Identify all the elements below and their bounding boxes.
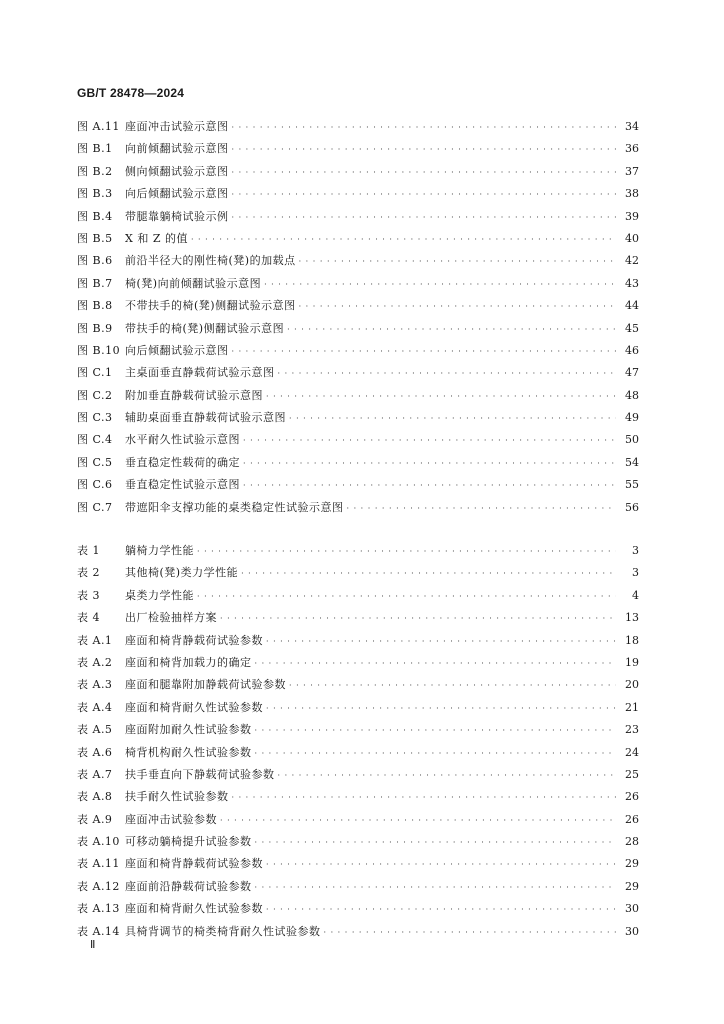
figure-entry[interactable] (77, 474, 639, 496)
table-entry[interactable] (77, 786, 639, 808)
entry-title: 侧向倾翻试验示意图 (125, 164, 229, 178)
entry-title: 座面和椅背静载荷试验参数 (125, 633, 263, 647)
dot-leader (324, 922, 617, 944)
entry-title: 座面和腿靠附加静载荷试验参数 (125, 678, 286, 692)
entry-label: 表 A.9 (77, 812, 113, 826)
dot-leader (232, 341, 617, 363)
dot-leader (243, 453, 616, 475)
dot-leader (232, 787, 617, 809)
entry-page: 46 (625, 343, 639, 357)
entry-title: 扶手垂直向下静载荷试验参数 (125, 767, 275, 781)
table-entry[interactable] (77, 674, 639, 696)
entry-label: 图 C.4 (77, 433, 113, 447)
entry-label: 图 B.10 (77, 343, 121, 357)
entry-label: 表 A.14 (77, 924, 120, 938)
entry-page: 29 (625, 879, 639, 893)
entry-page: 54 (625, 455, 639, 469)
table-entry[interactable] (77, 764, 639, 786)
entry-label: 图 C.7 (77, 500, 113, 514)
dot-leader (289, 408, 616, 430)
entry-label: 表 A.7 (77, 767, 113, 781)
entry-page: 30 (625, 902, 639, 916)
figure-entry[interactable] (77, 273, 639, 295)
figure-entry[interactable] (77, 497, 639, 519)
entry-page: 28 (625, 835, 639, 849)
entry-title: 可移动躺椅提升试验参数 (125, 835, 252, 849)
entry-title: 座面冲击试验示意图 (125, 120, 229, 133)
entry-page: 4 (632, 588, 639, 602)
entry-title: 座面和椅背加载力的确定 (125, 655, 252, 669)
entry-label: 图 B.5 (77, 231, 113, 245)
entry-label: 图 B.3 (77, 187, 113, 201)
entry-label: 表 A.5 (77, 723, 113, 737)
dot-leader (347, 498, 617, 520)
entry-label: 图 B.8 (77, 299, 113, 313)
dot-leader (243, 430, 616, 452)
figure-entry[interactable] (77, 295, 639, 317)
entry-title: 椅(凳)向前倾翻试验示意图 (125, 276, 262, 290)
figure-entry[interactable] (77, 407, 639, 429)
dot-leader (255, 743, 617, 765)
entry-label: 图 B.6 (77, 254, 113, 268)
entry-page: 20 (625, 678, 639, 692)
table-entry[interactable] (77, 719, 639, 741)
entry-page: 49 (625, 411, 639, 425)
table-entry[interactable] (77, 540, 639, 562)
entry-title: 其他椅(凳)类力学性能 (125, 566, 239, 580)
table-entry[interactable] (77, 876, 639, 898)
dot-leader (266, 899, 616, 921)
figure-entry[interactable] (77, 250, 639, 272)
entry-label: 表 A.4 (77, 700, 113, 714)
entry-label: 表 A.3 (77, 678, 113, 692)
table-entry[interactable] (77, 831, 639, 853)
entry-page: 21 (625, 700, 639, 714)
entry-label: 表 2 (77, 566, 100, 580)
figure-entry[interactable] (77, 228, 639, 250)
dot-leader (197, 541, 616, 563)
dot-leader (241, 563, 616, 585)
page-folio: Ⅱ (90, 939, 96, 951)
dot-leader (191, 229, 616, 251)
figure-entry[interactable] (77, 161, 639, 183)
entry-label: 图 C.3 (77, 411, 113, 425)
entry-page: 3 (632, 544, 639, 557)
table-entry[interactable] (77, 853, 639, 875)
entry-label: 表 4 (77, 611, 100, 625)
entry-page: 47 (625, 366, 639, 380)
entry-title: 座面附加耐久性试验参数 (125, 723, 252, 737)
entry-title: 垂直稳定性试验示意图 (125, 478, 240, 492)
entry-label: 图 B.9 (77, 321, 113, 335)
entry-title: 垂直稳定性载荷的确定 (125, 455, 240, 469)
entry-title: 前沿半径大的刚性椅(凳)的加载点 (125, 254, 296, 268)
entry-title: 躺椅力学性能 (125, 544, 194, 557)
entry-label: 表 A.11 (77, 857, 120, 871)
entry-page: 26 (625, 812, 639, 826)
entry-label: 表 A.6 (77, 745, 113, 759)
entry-page: 48 (625, 388, 639, 402)
entry-page: 44 (625, 299, 639, 313)
table-entry[interactable] (77, 742, 639, 764)
dot-leader (266, 854, 616, 876)
standard-id: GB/T 28478—2024 (77, 86, 185, 100)
entry-title: 不带扶手的椅(凳)侧翻试验示意图 (125, 299, 296, 313)
entry-page: 38 (625, 187, 639, 201)
dot-leader (232, 162, 617, 184)
entry-label: 表 A.10 (77, 835, 120, 849)
dot-leader (266, 631, 616, 653)
table-entry[interactable] (77, 921, 639, 943)
dot-leader (299, 296, 616, 318)
table-entry[interactable] (77, 630, 639, 652)
entry-title: 座面和椅背耐久性试验参数 (125, 700, 263, 714)
entry-page: 25 (625, 767, 639, 781)
figure-entry[interactable] (77, 138, 639, 160)
dot-leader (232, 117, 617, 139)
entry-title: 扶手耐久性试验参数 (125, 790, 229, 804)
entry-label: 表 1 (77, 544, 100, 557)
entry-title: 椅背机构耐久性试验参数 (125, 745, 252, 759)
entry-label: 表 A.8 (77, 790, 113, 804)
entry-page: 37 (625, 164, 639, 178)
dot-leader (278, 363, 617, 385)
entry-title: 桌类力学性能 (125, 588, 194, 602)
entry-title: 向后倾翻试验示意图 (125, 187, 229, 201)
entry-label: 图 C.5 (77, 455, 113, 469)
entry-label: 图 B.7 (77, 276, 113, 290)
figure-entry[interactable] (77, 318, 639, 340)
figure-entry[interactable] (77, 362, 639, 384)
table-entry[interactable] (77, 562, 639, 584)
dot-leader (255, 720, 617, 742)
entry-title: 主桌面垂直静载荷试验示意图 (125, 366, 275, 380)
entry-title: 带腿靠躺椅试验示例 (125, 209, 229, 223)
figure-entry[interactable] (77, 116, 639, 138)
dot-leader (255, 877, 617, 899)
entry-page: 42 (625, 254, 639, 268)
entry-page: 19 (625, 655, 639, 669)
entry-title: 具椅背调节的椅类椅背耐久性试验参数 (125, 924, 321, 938)
entry-label: 表 A.2 (77, 655, 113, 669)
table-list (77, 540, 639, 943)
entry-page: 18 (625, 633, 639, 647)
entry-label: 图 B.1 (77, 142, 113, 156)
table-entry[interactable] (77, 585, 639, 607)
entry-title: 座面前沿静载荷试验参数 (125, 879, 252, 893)
dot-leader (232, 139, 617, 161)
entry-page: 50 (625, 433, 639, 447)
entry-page: 3 (632, 566, 639, 580)
entry-page: 30 (625, 924, 639, 938)
entry-page: 29 (625, 857, 639, 871)
table-entry[interactable] (77, 697, 639, 719)
entry-page: 26 (625, 790, 639, 804)
figure-entry[interactable] (77, 340, 639, 362)
table-entry[interactable] (77, 607, 639, 629)
entry-title: 出厂检验抽样方案 (125, 611, 217, 625)
figure-entry[interactable] (77, 385, 639, 407)
entry-label: 图 B.2 (77, 164, 113, 178)
entry-page: 56 (625, 500, 639, 514)
entry-label: 表 A.12 (77, 879, 120, 893)
dot-leader (255, 653, 617, 675)
entry-page: 34 (625, 120, 639, 133)
entry-label: 图 B.4 (77, 209, 113, 223)
entry-label: 表 3 (77, 588, 100, 602)
entry-title: 带遮阳伞支撑功能的桌类稳定性试验示意图 (125, 500, 344, 514)
entry-title: 向前倾翻试验示意图 (125, 142, 229, 156)
entry-title: X 和 Z 的值 (125, 231, 188, 245)
figure-entry[interactable] (77, 429, 639, 451)
dot-leader (278, 765, 617, 787)
entry-title: 向后倾翻试验示意图 (125, 343, 229, 357)
dot-leader (266, 698, 616, 720)
dot-leader (255, 832, 617, 854)
entry-label: 表 A.13 (77, 902, 120, 916)
dot-leader (220, 608, 616, 630)
entry-title: 座面和椅背耐久性试验参数 (125, 902, 263, 916)
entry-page: 45 (625, 321, 639, 335)
entry-title: 附加垂直静载荷试验示意图 (125, 388, 263, 402)
entry-page: 36 (625, 142, 639, 156)
dot-leader (299, 251, 616, 273)
entry-label: 图 A.11 (77, 120, 120, 133)
entry-title: 水平耐久性试验示意图 (125, 433, 240, 447)
table-entry[interactable] (77, 652, 639, 674)
dot-leader (264, 274, 616, 296)
dot-leader (287, 319, 616, 341)
entry-title: 座面和椅背静载荷试验参数 (125, 857, 263, 871)
entry-page: 40 (625, 231, 639, 245)
entry-label: 图 C.2 (77, 388, 113, 402)
entry-title: 辅助桌面垂直静载荷试验示意图 (125, 411, 286, 425)
figure-entry[interactable] (77, 452, 639, 474)
dot-leader (220, 810, 616, 832)
figure-entry[interactable] (77, 206, 639, 228)
dot-leader (243, 475, 616, 497)
entry-title: 带扶手的椅(凳)侧翻试验示意图 (125, 321, 285, 335)
entry-label: 图 C.1 (77, 366, 113, 380)
dot-leader (266, 386, 616, 408)
entry-page: 13 (625, 611, 639, 625)
entry-label: 图 C.6 (77, 478, 113, 492)
entry-page: 24 (625, 745, 639, 759)
dot-leader (289, 675, 616, 697)
entry-page: 55 (625, 478, 639, 492)
dot-leader (197, 586, 616, 608)
entry-page: 23 (625, 723, 639, 737)
figure-list (77, 116, 639, 519)
entry-title: 座面冲击试验参数 (125, 812, 217, 826)
dot-leader (232, 207, 617, 229)
entry-page: 43 (625, 276, 639, 290)
table-entry[interactable] (77, 898, 639, 920)
dot-leader (232, 184, 617, 206)
entry-label: 表 A.1 (77, 633, 113, 647)
figure-entry[interactable] (77, 183, 639, 205)
entry-page: 39 (625, 209, 639, 223)
table-entry[interactable] (77, 809, 639, 831)
